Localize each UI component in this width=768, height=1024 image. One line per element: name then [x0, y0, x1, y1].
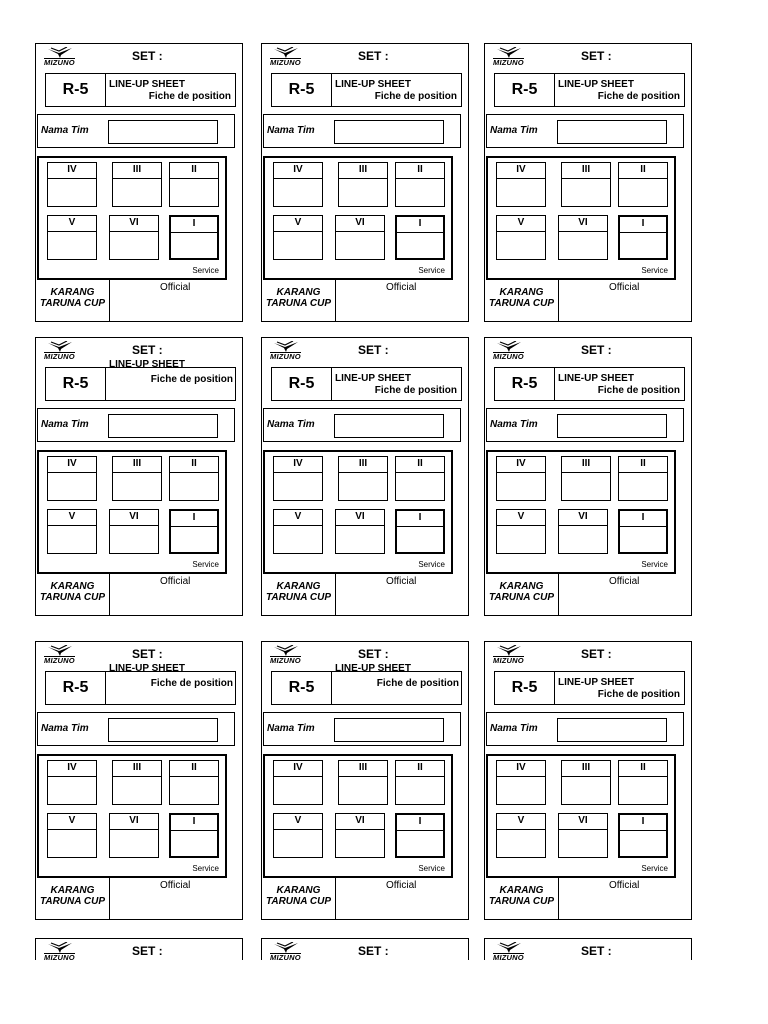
- position-number: II: [619, 457, 667, 473]
- team-label: Nama Tim: [267, 723, 315, 734]
- team-name-field[interactable]: [334, 718, 444, 742]
- position-box[interactable]: [273, 456, 323, 501]
- official-label: Official: [386, 282, 417, 293]
- position-box[interactable]: [496, 215, 546, 260]
- position-box[interactable]: [169, 509, 219, 554]
- team-label: Nama Tim: [267, 125, 315, 136]
- title-line-french: Fiche de position: [597, 385, 680, 396]
- position-number: VI: [110, 814, 158, 830]
- brand-name: MIZUNO: [270, 953, 301, 960]
- position-number: IV: [48, 163, 96, 179]
- position-box[interactable]: [335, 813, 385, 858]
- event-name: [262, 280, 336, 321]
- position-box[interactable]: [395, 215, 445, 260]
- court-diagram: [486, 156, 676, 280]
- mizuno-logo: [44, 942, 76, 960]
- position-number: V: [274, 216, 322, 232]
- position-number: III: [113, 163, 161, 179]
- form-code: R-5: [494, 671, 555, 705]
- position-number: IV: [274, 761, 322, 777]
- position-box[interactable]: [496, 456, 546, 501]
- position-box[interactable]: [169, 456, 219, 501]
- position-box[interactable]: [109, 509, 159, 554]
- position-box[interactable]: [395, 456, 445, 501]
- event-line-1: KARANG: [50, 287, 95, 298]
- set-label: SET :: [358, 49, 389, 63]
- position-number: III: [562, 163, 610, 179]
- position-box[interactable]: [47, 509, 97, 554]
- event-line-1: KARANG: [276, 885, 321, 896]
- lineup-card: [484, 337, 692, 616]
- service-label: Service: [418, 864, 445, 873]
- position-number: V: [274, 510, 322, 526]
- mizuno-runbird-icon: [496, 942, 522, 953]
- title-line-french: Fiche de position: [148, 91, 231, 102]
- event-line-1: KARANG: [50, 581, 95, 592]
- set-label: SET :: [358, 944, 389, 958]
- team-row: [263, 712, 461, 746]
- position-box[interactable]: [558, 813, 608, 858]
- mizuno-runbird-icon: [496, 645, 522, 656]
- official-label: Official: [609, 576, 640, 587]
- position-number: VI: [559, 510, 607, 526]
- set-label: SET :: [581, 49, 612, 63]
- position-number: IV: [274, 163, 322, 179]
- team-name-field[interactable]: [557, 414, 667, 438]
- court-diagram: [263, 156, 453, 280]
- form-code: R-5: [271, 73, 332, 107]
- position-box[interactable]: [169, 813, 219, 858]
- official-label: Official: [160, 282, 191, 293]
- position-number: VI: [559, 814, 607, 830]
- position-box[interactable]: [395, 813, 445, 858]
- sheet-title: [554, 671, 685, 705]
- brand-name: MIZUNO: [493, 656, 524, 665]
- mizuno-runbird-icon: [496, 341, 522, 352]
- title-line-english: LINE-UP SHEET: [335, 663, 411, 674]
- position-number: VI: [559, 216, 607, 232]
- position-number: I: [397, 511, 443, 527]
- position-box[interactable]: [561, 162, 611, 207]
- position-number: III: [339, 163, 387, 179]
- mizuno-logo: [270, 942, 302, 960]
- mizuno-runbird-icon: [273, 341, 299, 352]
- position-box[interactable]: [169, 162, 219, 207]
- position-number: I: [171, 815, 217, 831]
- event-name: [36, 280, 110, 321]
- sheet-title: [105, 73, 236, 107]
- mizuno-logo: [493, 942, 525, 960]
- position-box[interactable]: [395, 162, 445, 207]
- position-box[interactable]: [112, 760, 162, 805]
- position-box[interactable]: [395, 760, 445, 805]
- position-number: IV: [497, 163, 545, 179]
- title-line-english: LINE-UP SHEET: [558, 677, 634, 688]
- position-box[interactable]: [273, 215, 323, 260]
- position-number: IV: [48, 761, 96, 777]
- position-number: IV: [497, 761, 545, 777]
- position-box[interactable]: [112, 456, 162, 501]
- position-box[interactable]: [338, 760, 388, 805]
- form-code: R-5: [45, 367, 106, 401]
- position-box[interactable]: [618, 813, 668, 858]
- position-number: II: [396, 761, 444, 777]
- title-line-french: Fiche de position: [374, 91, 457, 102]
- position-box[interactable]: [47, 215, 97, 260]
- position-box[interactable]: [496, 509, 546, 554]
- position-number: II: [170, 163, 218, 179]
- position-box[interactable]: [338, 456, 388, 501]
- position-box[interactable]: [618, 509, 668, 554]
- set-label: SET :: [581, 647, 612, 661]
- event-line-1: KARANG: [276, 287, 321, 298]
- position-box[interactable]: [47, 162, 97, 207]
- position-number: III: [113, 457, 161, 473]
- service-label: Service: [418, 560, 445, 569]
- mizuno-runbird-icon: [47, 47, 73, 58]
- service-label: Service: [641, 864, 668, 873]
- mizuno-runbird-icon: [496, 47, 522, 58]
- service-label: Service: [418, 266, 445, 275]
- title-line-french: Fiche de position: [376, 678, 459, 689]
- set-label: SET :: [132, 49, 163, 63]
- position-number: V: [48, 814, 96, 830]
- event-line-2: TARUNA CUP: [40, 896, 105, 907]
- lineup-card: [484, 641, 692, 920]
- event-line-1: KARANG: [499, 885, 544, 896]
- position-number: V: [497, 814, 545, 830]
- form-code: R-5: [45, 671, 106, 705]
- team-row: [37, 408, 235, 442]
- mizuno-runbird-icon: [273, 645, 299, 656]
- team-label: Nama Tim: [490, 723, 538, 734]
- event-name: [36, 878, 110, 919]
- set-label: SET :: [132, 944, 163, 958]
- team-name-field[interactable]: [108, 120, 218, 144]
- position-number: I: [171, 511, 217, 527]
- position-box[interactable]: [496, 162, 546, 207]
- mizuno-runbird-icon: [47, 341, 73, 352]
- team-label: Nama Tim: [41, 723, 89, 734]
- event-name: [485, 280, 559, 321]
- position-box[interactable]: [496, 813, 546, 858]
- event-line-1: KARANG: [499, 287, 544, 298]
- event-line-2: TARUNA CUP: [40, 298, 105, 309]
- team-name-field[interactable]: [108, 718, 218, 742]
- mizuno-logo: [493, 645, 525, 663]
- lineup-card-partial: [484, 938, 692, 960]
- event-name: [485, 574, 559, 615]
- mizuno-logo: [270, 645, 302, 663]
- position-number: II: [170, 457, 218, 473]
- lineup-card: [35, 337, 243, 616]
- event-line-1: KARANG: [276, 581, 321, 592]
- official-label: Official: [609, 880, 640, 891]
- form-code: R-5: [494, 73, 555, 107]
- team-row: [37, 712, 235, 746]
- brand-name: MIZUNO: [44, 352, 75, 361]
- position-box[interactable]: [561, 760, 611, 805]
- team-name-field[interactable]: [557, 120, 667, 144]
- team-row: [486, 114, 684, 148]
- lineup-card: [261, 641, 469, 920]
- service-label: Service: [192, 560, 219, 569]
- set-label: SET :: [358, 343, 389, 357]
- title-line-english: LINE-UP SHEET: [335, 79, 411, 90]
- sheet-title: [331, 73, 462, 107]
- title-line-english: LINE-UP SHEET: [335, 373, 411, 384]
- sheet-title: [105, 663, 236, 705]
- mizuno-runbird-icon: [273, 942, 299, 953]
- event-name: [485, 878, 559, 919]
- title-line-french: Fiche de position: [374, 385, 457, 396]
- court-diagram: [486, 754, 676, 878]
- position-number: IV: [274, 457, 322, 473]
- event-line-1: KARANG: [499, 581, 544, 592]
- court-diagram: [37, 450, 227, 574]
- mizuno-logo: [44, 645, 76, 663]
- title-line-french: Fiche de position: [150, 678, 233, 689]
- position-box[interactable]: [558, 215, 608, 260]
- position-number: V: [274, 814, 322, 830]
- mizuno-logo: [493, 341, 525, 359]
- set-label: SET :: [358, 647, 389, 661]
- title-line-french: Fiche de position: [150, 374, 233, 385]
- official-label: Official: [160, 576, 191, 587]
- set-label: SET :: [132, 647, 163, 661]
- mizuno-logo: [270, 47, 302, 65]
- position-box[interactable]: [169, 760, 219, 805]
- brand-name: MIZUNO: [44, 656, 75, 665]
- position-number: IV: [48, 457, 96, 473]
- lineup-card-partial: [35, 938, 243, 960]
- set-label: SET :: [132, 343, 163, 357]
- sheet-title: [554, 367, 685, 401]
- court-diagram: [37, 754, 227, 878]
- mizuno-logo: [493, 47, 525, 65]
- team-name-field[interactable]: [557, 718, 667, 742]
- sheet-title: [105, 359, 236, 401]
- position-box[interactable]: [273, 509, 323, 554]
- position-number: V: [497, 216, 545, 232]
- form-code: R-5: [494, 367, 555, 401]
- lineup-card: [261, 337, 469, 616]
- position-number: III: [562, 457, 610, 473]
- position-box[interactable]: [496, 760, 546, 805]
- position-box[interactable]: [335, 509, 385, 554]
- lineup-card: [484, 43, 692, 322]
- official-label: Official: [160, 880, 191, 891]
- team-row: [486, 408, 684, 442]
- event-name: [36, 574, 110, 615]
- brand-name: MIZUNO: [44, 58, 75, 67]
- form-code: R-5: [271, 367, 332, 401]
- brand-name: MIZUNO: [493, 352, 524, 361]
- position-number: III: [562, 761, 610, 777]
- brand-name: MIZUNO: [270, 656, 301, 665]
- position-number: I: [171, 217, 217, 233]
- event-name: [262, 878, 336, 919]
- team-row: [263, 408, 461, 442]
- lineup-card: [261, 43, 469, 322]
- team-name-field[interactable]: [334, 414, 444, 438]
- team-row: [486, 712, 684, 746]
- form-code: R-5: [45, 73, 106, 107]
- position-number: II: [619, 163, 667, 179]
- event-line-2: TARUNA CUP: [489, 298, 554, 309]
- position-number: VI: [110, 216, 158, 232]
- brand-name: MIZUNO: [493, 953, 524, 960]
- team-label: Nama Tim: [267, 419, 315, 430]
- title-line-english: LINE-UP SHEET: [109, 79, 185, 90]
- sheet-title: [554, 73, 685, 107]
- title-line-english: LINE-UP SHEET: [109, 663, 185, 674]
- position-box[interactable]: [47, 813, 97, 858]
- event-line-2: TARUNA CUP: [266, 592, 331, 603]
- event-line-2: TARUNA CUP: [266, 298, 331, 309]
- position-box[interactable]: [558, 509, 608, 554]
- position-box[interactable]: [395, 509, 445, 554]
- position-box[interactable]: [273, 162, 323, 207]
- team-name-field[interactable]: [108, 414, 218, 438]
- brand-name: MIZUNO: [270, 58, 301, 67]
- lineup-card: [35, 641, 243, 920]
- brand-name: MIZUNO: [493, 58, 524, 67]
- position-number: VI: [336, 216, 384, 232]
- position-number: II: [170, 761, 218, 777]
- title-line-english: LINE-UP SHEET: [558, 373, 634, 384]
- position-number: III: [113, 761, 161, 777]
- brand-name: MIZUNO: [270, 352, 301, 361]
- position-number: I: [397, 815, 443, 831]
- position-number: I: [620, 815, 666, 831]
- position-number: VI: [336, 510, 384, 526]
- position-box[interactable]: [273, 760, 323, 805]
- team-label: Nama Tim: [41, 419, 89, 430]
- court-diagram: [486, 450, 676, 574]
- form-code: R-5: [271, 671, 332, 705]
- team-row: [37, 114, 235, 148]
- position-number: I: [397, 217, 443, 233]
- position-box[interactable]: [561, 456, 611, 501]
- position-box[interactable]: [618, 456, 668, 501]
- court-diagram: [263, 450, 453, 574]
- mizuno-runbird-icon: [273, 47, 299, 58]
- event-line-2: TARUNA CUP: [489, 592, 554, 603]
- official-label: Official: [386, 880, 417, 891]
- service-label: Service: [641, 266, 668, 275]
- position-box[interactable]: [169, 215, 219, 260]
- title-line-english: LINE-UP SHEET: [558, 79, 634, 90]
- title-line-english: LINE-UP SHEET: [109, 359, 185, 370]
- official-label: Official: [609, 282, 640, 293]
- mizuno-runbird-icon: [47, 942, 73, 953]
- lineup-card: [35, 43, 243, 322]
- event-line-2: TARUNA CUP: [489, 896, 554, 907]
- sheet-title: [331, 663, 462, 705]
- position-box[interactable]: [47, 456, 97, 501]
- mizuno-logo: [44, 341, 76, 359]
- service-label: Service: [192, 864, 219, 873]
- position-number: I: [620, 217, 666, 233]
- position-box[interactable]: [618, 162, 668, 207]
- position-number: II: [619, 761, 667, 777]
- position-number: II: [396, 457, 444, 473]
- team-label: Nama Tim: [490, 419, 538, 430]
- mizuno-logo: [270, 341, 302, 359]
- event-line-1: KARANG: [50, 885, 95, 896]
- brand-name: MIZUNO: [44, 953, 75, 960]
- position-box[interactable]: [618, 760, 668, 805]
- position-box[interactable]: [47, 760, 97, 805]
- team-label: Nama Tim: [41, 125, 89, 136]
- position-number: I: [620, 511, 666, 527]
- team-label: Nama Tim: [490, 125, 538, 136]
- position-box[interactable]: [112, 162, 162, 207]
- title-line-french: Fiche de position: [597, 689, 680, 700]
- event-line-2: TARUNA CUP: [266, 896, 331, 907]
- mizuno-logo: [44, 47, 76, 65]
- position-number: II: [396, 163, 444, 179]
- event-line-2: TARUNA CUP: [40, 592, 105, 603]
- position-number: V: [48, 216, 96, 232]
- position-number: III: [339, 761, 387, 777]
- service-label: Service: [192, 266, 219, 275]
- official-label: Official: [386, 576, 417, 587]
- event-name: [262, 574, 336, 615]
- court-diagram: [37, 156, 227, 280]
- sheet-title: [331, 367, 462, 401]
- position-number: V: [48, 510, 96, 526]
- position-number: VI: [110, 510, 158, 526]
- title-line-french: Fiche de position: [597, 91, 680, 102]
- position-number: V: [497, 510, 545, 526]
- position-box[interactable]: [335, 215, 385, 260]
- position-box[interactable]: [109, 813, 159, 858]
- position-box[interactable]: [618, 215, 668, 260]
- position-number: IV: [497, 457, 545, 473]
- position-box[interactable]: [109, 215, 159, 260]
- position-number: III: [339, 457, 387, 473]
- set-label: SET :: [581, 944, 612, 958]
- position-number: VI: [336, 814, 384, 830]
- position-box[interactable]: [273, 813, 323, 858]
- mizuno-runbird-icon: [47, 645, 73, 656]
- lineup-card-partial: [261, 938, 469, 960]
- team-name-field[interactable]: [334, 120, 444, 144]
- position-box[interactable]: [338, 162, 388, 207]
- court-diagram: [263, 754, 453, 878]
- set-label: SET :: [581, 343, 612, 357]
- team-row: [263, 114, 461, 148]
- service-label: Service: [641, 560, 668, 569]
